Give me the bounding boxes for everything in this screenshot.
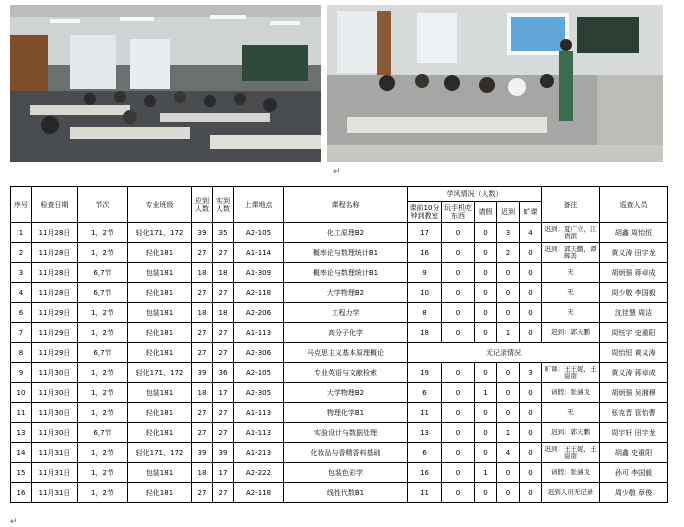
cell-phone: 0	[442, 283, 475, 303]
cell-class: 轻化171、172	[128, 223, 192, 243]
cell-phone: 0	[442, 423, 475, 443]
cell-date: 11月29日	[32, 343, 78, 363]
cell-absent: 0	[520, 243, 542, 263]
cell-location: A1-114	[234, 243, 284, 263]
cell-leave: 0	[475, 243, 497, 263]
cell-actual: 27	[213, 423, 234, 443]
cell-course: 大学物理B2	[284, 383, 408, 403]
paragraph-return-mark: ↵	[333, 167, 341, 177]
cell-absent: 0	[520, 483, 542, 503]
cell-actual: 27	[213, 323, 234, 343]
cell-date: 11月31日	[32, 443, 78, 463]
cell-class: 轻化181	[128, 283, 192, 303]
table-row	[11, 303, 668, 323]
cell-course: 实验设计与数据处理	[284, 423, 408, 443]
cell-phone: 0	[442, 463, 475, 483]
cell-index: 4	[11, 283, 32, 303]
cell-course: 专业英语与文献检索	[284, 363, 408, 383]
cell-early: 16	[408, 243, 442, 263]
cell-date: 11月31日	[32, 483, 78, 503]
cell-period: 1，2节	[78, 363, 128, 383]
cell-course: 物理化学B1	[284, 403, 408, 423]
cell-period: 6,7节	[78, 263, 128, 283]
cell-course: 概率论与数理统计B1	[284, 263, 408, 283]
cell-index: 16	[11, 483, 32, 503]
cell-date: 11月30日	[32, 383, 78, 403]
cell-inspectors: 周宇轩 田宇龙	[600, 423, 668, 443]
cell-remark: 无	[542, 303, 600, 323]
cell-class: 轻化181	[128, 483, 192, 503]
cell-course: 线性代数B1	[284, 483, 408, 503]
cell-leave: 0	[475, 283, 497, 303]
cell-late: 0	[497, 403, 520, 423]
cell-expected: 27	[192, 243, 213, 263]
cell-expected: 18	[192, 383, 213, 403]
cell-early: 8	[408, 303, 442, 323]
cell-remark: 请假：张涵戈	[542, 463, 600, 483]
header-class: 专业班级	[128, 187, 192, 223]
cell-index: 14	[11, 443, 32, 463]
cell-location: A2-305	[234, 383, 284, 403]
cell-phone: 0	[442, 303, 475, 323]
cell-late: 0	[497, 463, 520, 483]
cell-remark: 无	[542, 283, 600, 303]
cell-expected: 39	[192, 363, 213, 383]
cell-class: 包装181	[128, 383, 192, 403]
cell-class: 轻化181	[128, 343, 192, 363]
cell-location: A2-222	[234, 463, 284, 483]
header-date: 检查日期	[32, 187, 78, 223]
cell-date: 11月30日	[32, 403, 78, 423]
cell-actual: 27	[213, 243, 234, 263]
header-period: 节次	[78, 187, 128, 223]
cell-inspectors: 周少敬 李国毅	[600, 283, 668, 303]
cell-location: A2-206	[234, 303, 284, 323]
cell-remark: 旷课：王王妮，王姿南	[542, 363, 600, 383]
cell-expected: 27	[192, 323, 213, 343]
cell-leave: 0	[475, 483, 497, 503]
cell-leave: 0	[475, 403, 497, 423]
cell-date: 11月28日	[32, 243, 78, 263]
table-row	[11, 443, 668, 463]
header-location: 上课地点	[234, 187, 284, 223]
cell-late: 1	[497, 423, 520, 443]
cell-period: 1，2节	[78, 463, 128, 483]
cell-early: 17	[408, 223, 442, 243]
header-arrive-early: 课前10分钟到教室	[408, 202, 442, 223]
cell-course: 化妆品与香精香料基础	[284, 443, 408, 463]
cell-merged-note: 无记录情况	[408, 343, 600, 363]
cell-inspectors: 黄义涛 田宇龙	[600, 243, 668, 263]
cell-early: 11	[408, 483, 442, 503]
cell-index: 15	[11, 463, 32, 483]
cell-inspectors: 周钰宇 史重阳	[600, 323, 668, 343]
cell-location: A1-113	[234, 423, 284, 443]
cell-period: 1，2节	[78, 243, 128, 263]
cell-inspectors: 胡炳强 吴湘穆	[600, 383, 668, 403]
cell-course: 马克思主义基本原理概论	[284, 343, 408, 363]
cell-class: 轻化181	[128, 423, 192, 443]
cell-actual: 27	[213, 283, 234, 303]
cell-period: 6,7节	[78, 423, 128, 443]
cell-actual: 35	[213, 223, 234, 243]
classroom-photo-right-image	[327, 5, 663, 162]
cell-date: 11月30日	[32, 423, 78, 443]
table-row	[11, 343, 668, 363]
cell-actual: 17	[213, 463, 234, 483]
table-row	[11, 323, 668, 343]
cell-class: 轻化181	[128, 403, 192, 423]
cell-phone: 0	[442, 383, 475, 403]
cell-absent: 0	[520, 283, 542, 303]
cell-actual: 27	[213, 403, 234, 423]
header-actual: 实到人数	[213, 187, 234, 223]
cell-expected: 18	[192, 303, 213, 323]
cell-late: 0	[497, 303, 520, 323]
cell-phone: 0	[442, 363, 475, 383]
cell-remark: 迟到人员无记录	[542, 483, 600, 503]
cell-actual: 36	[213, 363, 234, 383]
cell-late: 0	[497, 283, 520, 303]
cell-late: 0	[497, 383, 520, 403]
classroom-photo-left-image	[10, 5, 321, 162]
cell-phone: 0	[442, 403, 475, 423]
cell-remark: 迟到：郭天鹏，谭辉善	[542, 243, 600, 263]
cell-phone: 0	[442, 323, 475, 343]
table-row	[11, 383, 668, 403]
cell-index: 6	[11, 303, 32, 323]
cell-period: 1，2节	[78, 383, 128, 403]
cell-expected: 18	[192, 463, 213, 483]
cell-location: A2-105	[234, 223, 284, 243]
cell-index: 8	[11, 343, 32, 363]
cell-expected: 18	[192, 263, 213, 283]
cell-early: 16	[408, 463, 442, 483]
cell-course: 化工原理B2	[284, 223, 408, 243]
cell-date: 11月28日	[32, 283, 78, 303]
cell-phone: 0	[442, 483, 475, 503]
cell-class: 轻化181	[128, 243, 192, 263]
cell-inspectors: 胡鑫 史重阳	[600, 443, 668, 463]
table-row	[11, 363, 668, 383]
cell-absent: 0	[520, 263, 542, 283]
header-remark: 备注	[542, 187, 600, 223]
cell-period: 1，2节	[78, 323, 128, 343]
cell-class: 包装181	[128, 463, 192, 483]
cell-leave: 0	[475, 363, 497, 383]
cell-inspectors: 孙可 李国毅	[600, 463, 668, 483]
header-course: 课程名称	[284, 187, 408, 223]
classroom-photo-right	[327, 5, 663, 162]
cell-leave: 0	[475, 303, 497, 323]
cell-inspectors: 沈佳慧 周洁	[600, 303, 668, 323]
table-row	[11, 223, 668, 243]
cell-leave: 1	[475, 463, 497, 483]
cell-date: 11月28日	[32, 223, 78, 243]
table-row	[11, 463, 668, 483]
header-phone-eat: 玩手机吃东西	[442, 202, 475, 223]
header-expected: 应到人数	[192, 187, 213, 223]
cell-leave: 0	[475, 423, 497, 443]
cell-location: A2-105	[234, 363, 284, 383]
header-absent: 旷课	[520, 202, 542, 223]
inspection-report-table	[10, 186, 668, 503]
cell-late: 4	[497, 443, 520, 463]
cell-expected: 27	[192, 423, 213, 443]
cell-absent: 0	[520, 383, 542, 403]
cell-index: 11	[11, 403, 32, 423]
cell-early: 9	[408, 263, 442, 283]
cell-remark: 无	[542, 403, 600, 423]
cell-expected: 39	[192, 443, 213, 463]
cell-leave: 1	[475, 383, 497, 403]
paragraph-return-mark-bottom: ↵	[10, 517, 18, 527]
cell-inspectors: 胡炳强 蒋卓成	[600, 263, 668, 283]
cell-period: 1，2节	[78, 223, 128, 243]
cell-leave: 0	[475, 323, 497, 343]
cell-late: 1	[497, 323, 520, 343]
header-leave: 请假	[475, 202, 497, 223]
cell-date: 11月29日	[32, 303, 78, 323]
cell-late: 0	[497, 363, 520, 383]
cell-inspectors: 胡鑫 周怡恒	[600, 223, 668, 243]
cell-late: 0	[497, 263, 520, 283]
cell-index: 2	[11, 243, 32, 263]
table-row	[11, 263, 668, 283]
cell-remark: 迟到：郭天鹏	[542, 323, 600, 343]
cell-absent: 0	[520, 323, 542, 343]
cell-phone: 0	[442, 263, 475, 283]
cell-course: 概率论与数理统计B1	[284, 243, 408, 263]
cell-period: 1，2节	[78, 483, 128, 503]
cell-leave: 0	[475, 223, 497, 243]
cell-absent: 0	[520, 463, 542, 483]
table-row	[11, 243, 668, 263]
cell-absent: 3	[520, 363, 542, 383]
table-row	[11, 283, 668, 303]
cell-late: 2	[497, 243, 520, 263]
cell-late: 0	[497, 483, 520, 503]
cell-early: 18	[408, 323, 442, 343]
cell-actual: 17	[213, 383, 234, 403]
cell-leave: 0	[475, 443, 497, 463]
cell-inspectors: 周怡恒 黄义涛	[600, 343, 668, 363]
cell-early: 11	[408, 403, 442, 423]
report-table-body	[11, 223, 668, 503]
cell-index: 13	[11, 423, 32, 443]
cell-remark: 无	[542, 263, 600, 283]
cell-location: A1-113	[234, 323, 284, 343]
cell-class: 轻化171、172	[128, 443, 192, 463]
cell-absent: 4	[520, 223, 542, 243]
cell-leave: 0	[475, 263, 497, 283]
cell-expected: 27	[192, 283, 213, 303]
header-inspectors: 巡查人员	[600, 187, 668, 223]
cell-date: 11月30日	[32, 363, 78, 383]
cell-date: 11月28日	[32, 263, 78, 283]
cell-course: 包装色彩学	[284, 463, 408, 483]
cell-early: 6	[408, 383, 442, 403]
cell-early: 6	[408, 443, 442, 463]
cell-actual: 27	[213, 483, 234, 503]
cell-period: 1，2节	[78, 403, 128, 423]
cell-index: 10	[11, 383, 32, 403]
cell-remark: 迟到：夏广立，江语滨	[542, 223, 600, 243]
table-row	[11, 423, 668, 443]
table-row	[11, 403, 668, 423]
header-late: 迟到	[497, 202, 520, 223]
cell-date: 11月31日	[32, 463, 78, 483]
cell-early: 19	[408, 363, 442, 383]
cell-actual: 27	[213, 343, 234, 363]
header-index: 序号	[11, 187, 32, 223]
cell-location: A1-213	[234, 443, 284, 463]
cell-remark: 迟到：王王妮，王姿南	[542, 443, 600, 463]
cell-expected: 27	[192, 403, 213, 423]
cell-absent: 0	[520, 403, 542, 423]
cell-early: 13	[408, 423, 442, 443]
cell-remark: 迟到：郭天鹏	[542, 423, 600, 443]
cell-late: 3	[497, 223, 520, 243]
cell-index: 3	[11, 263, 32, 283]
cell-location: A1-113	[234, 403, 284, 423]
cell-location: A2-118	[234, 283, 284, 303]
cell-phone: 0	[442, 223, 475, 243]
cell-index: 1	[11, 223, 32, 243]
cell-location: A1-309	[234, 263, 284, 283]
table-row	[11, 483, 668, 503]
cell-phone: 0	[442, 243, 475, 263]
cell-expected: 27	[192, 483, 213, 503]
cell-expected: 39	[192, 223, 213, 243]
cell-period: 6,7节	[78, 343, 128, 363]
cell-actual: 18	[213, 303, 234, 323]
cell-class: 包装181	[128, 263, 192, 283]
cell-date: 11月29日	[32, 323, 78, 343]
cell-inspectors: 黄义涛 蒋卓成	[600, 363, 668, 383]
cell-absent: 0	[520, 303, 542, 323]
header-style-group: 学风情况（人数）	[408, 187, 542, 202]
cell-actual: 39	[213, 443, 234, 463]
cell-course: 高分子化学	[284, 323, 408, 343]
cell-index: 9	[11, 363, 32, 383]
cell-expected: 27	[192, 343, 213, 363]
classroom-photo-left	[10, 5, 321, 162]
cell-period: 1，2节	[78, 443, 128, 463]
cell-absent: 0	[520, 443, 542, 463]
cell-class: 包装181	[128, 303, 192, 323]
cell-absent: 0	[520, 423, 542, 443]
cell-inspectors: 张克晋 管怡曹	[600, 403, 668, 423]
cell-inspectors: 周少敬 章俊	[600, 483, 668, 503]
cell-index: 7	[11, 323, 32, 343]
cell-class: 轻化181	[128, 323, 192, 343]
cell-course: 大学物理B2	[284, 283, 408, 303]
cell-remark: 请假：张涵戈	[542, 383, 600, 403]
cell-period: 1，2节	[78, 303, 128, 323]
cell-phone: 0	[442, 443, 475, 463]
cell-location: A2-118	[234, 483, 284, 503]
cell-location: A2-306	[234, 343, 284, 363]
cell-class: 轻化171、172	[128, 363, 192, 383]
cell-actual: 18	[213, 263, 234, 283]
cell-course: 工程力学	[284, 303, 408, 323]
cell-period: 6,7节	[78, 283, 128, 303]
cell-early: 10	[408, 283, 442, 303]
